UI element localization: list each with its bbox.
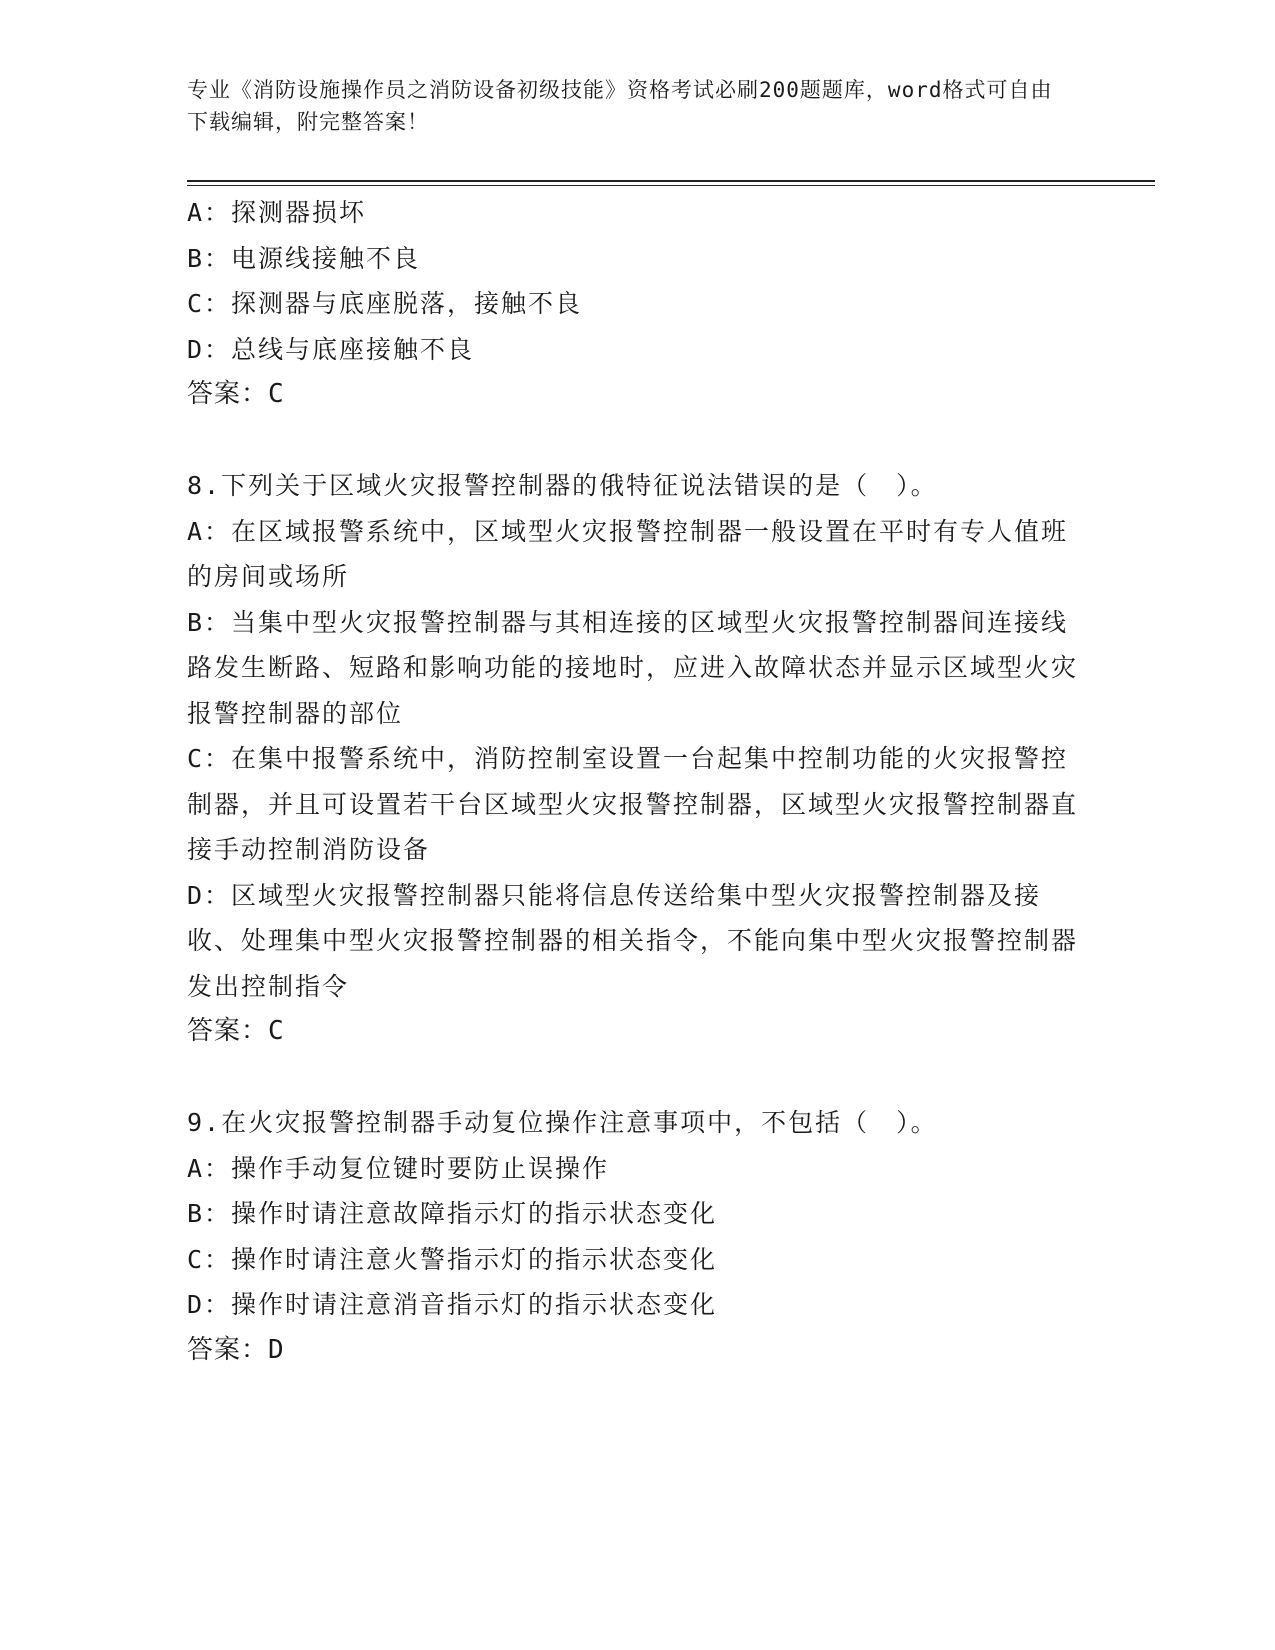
option-c: C：探测器与底座脱落，接触不良 (187, 289, 583, 318)
question-stem: 9.在火灾报警控制器手动复位操作注意事项中，不包括（ ）。 (187, 1108, 938, 1137)
option-b: B：当集中型火灾报警控制器与其相连接的区域型火灾报警控制器间连接线路发生断路、短路和影响功能的接地时，应进入故障状态并显示区域型火灾报警控制器的部位 (187, 607, 1079, 728)
option-a: A：在区域报警系统中，区域型火灾报警控制器一般设置在平时有专人值班的房间或场所 (187, 516, 1069, 591)
option-b: B：电源线接触不良 (187, 243, 421, 273)
spacer (187, 1055, 1087, 1101)
option-d: D：操作时请注意消音指示灯的指示状态变化 (187, 1290, 718, 1319)
question-item (187, 190, 1087, 418)
option-a: A：探测器损坏 (187, 198, 367, 227)
document-header: 专业《消防设施操作员之消防设备初级技能》资格考试必刷200题题库，word格式可自由下载编辑，附完整答案！ (187, 78, 1053, 134)
question-item (187, 1100, 1087, 1373)
option-d: D：区域型火灾报警控制器只能将信息传送给集中型火灾报警控制器及接收、处理集中型火灾报警控制器的相关指令，不能向集中型火灾报警控制器发出控制指令 (187, 880, 1079, 1001)
option-c: C：操作时请注意火警指示灯的指示状态变化 (187, 1244, 718, 1274)
option-c: C：在集中报警系统中，消防控制室设置一台起集中控制功能的火灾报警控制器，并且可设置若干台区域型火灾报警控制器，区域型火灾报警控制器直接手动控制消防设备 (187, 744, 1079, 864)
header-rule-thick (187, 180, 1155, 182)
option-b: B：操作时请注意故障指示灯的指示状态变化 (187, 1199, 718, 1228)
option-d: D：总线与底座接触不良 (187, 334, 475, 364)
question-item (187, 463, 1087, 1055)
answer-line: 答案：C (187, 379, 285, 409)
spacer (187, 418, 1087, 464)
answer-line: 答案：D (187, 1334, 285, 1365)
question-stem: 8.下列关于区域火灾报警控制器的俄特征说法错误的是（ ）。 (187, 471, 938, 500)
answer-line: 答案：C (187, 1016, 285, 1046)
question-list (187, 190, 1087, 1373)
option-a: A：操作手动复位键时要防止误操作 (187, 1153, 610, 1183)
header-rule-thin (187, 185, 1155, 186)
